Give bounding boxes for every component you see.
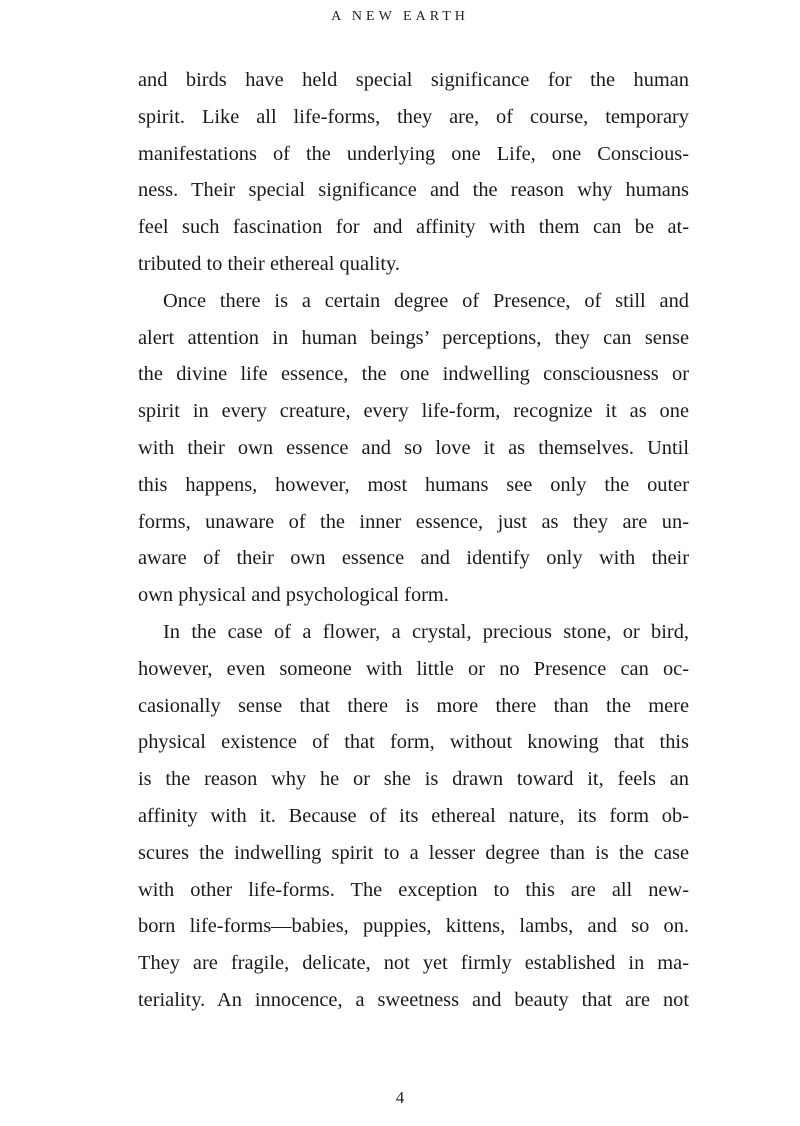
text-line: and birds have held special significance for the human (138, 69, 689, 91)
text-line: aware of their own essence and identify only with their (138, 547, 689, 570)
paragraph (138, 614, 689, 1019)
running-head: A NEW EARTH (331, 9, 469, 24)
text-line: scures the indwelling spirit to a lesser degree than is the case (138, 841, 689, 864)
text-line: In the case of a flower, a crystal, precious stone, or bird, (163, 620, 689, 643)
text-line: the divine life essence, the one indwelling consciousness or (138, 363, 689, 386)
page-number: 4 (395, 1088, 405, 1107)
text-line: Once there is a certain degree of Presence, of still and (163, 289, 689, 312)
text-line: is the reason why he or she is drawn toward it, feels an (138, 768, 689, 791)
paragraph (138, 283, 689, 614)
text-line: casionally sense that there is more there than the mere (138, 694, 689, 717)
text-line: feel such fascination for and affinity with them can be at- (138, 216, 689, 239)
text-line: with their own essence and so love it as themselves. Until (138, 436, 689, 459)
text-line: affinity with it. Because of its ethereal nature, its form ob- (138, 804, 689, 827)
text-line: physical existence of that form, without knowing that this (138, 731, 689, 754)
paragraph (138, 62, 689, 283)
page-body-text (138, 62, 689, 1019)
text-line: ness. Their special significance and the reason why humans (138, 179, 689, 202)
text-line: teriality. An innocence, a sweetness and beauty that are not (138, 988, 689, 1011)
text-line: manifestations of the underlying one Life, one Conscious- (138, 142, 689, 165)
text-line: forms, unaware of the inner essence, just as they are un- (138, 510, 689, 533)
text-line: own physical and psychological form. (138, 584, 449, 607)
text-line: this happens, however, most humans see only the outer (138, 473, 689, 496)
text-line: born life-forms—babies, puppies, kittens, lambs, and so on. (138, 915, 689, 938)
text-line: spirit. Like all life-forms, they are, of course, temporary (138, 105, 689, 128)
text-line: tributed to their ethereal quality. (138, 252, 400, 275)
text-line: alert attention in human beings’ perceptions, they can sense (138, 326, 689, 349)
text-line: spirit in every creature, every life-form, recognize it as one (138, 400, 689, 423)
text-line: however, even someone with little or no Presence can oc- (138, 657, 689, 680)
text-line: They are fragile, delicate, not yet firmly established in ma- (138, 952, 689, 975)
text-line: with other life-forms. The exception to this are all new- (138, 878, 689, 901)
